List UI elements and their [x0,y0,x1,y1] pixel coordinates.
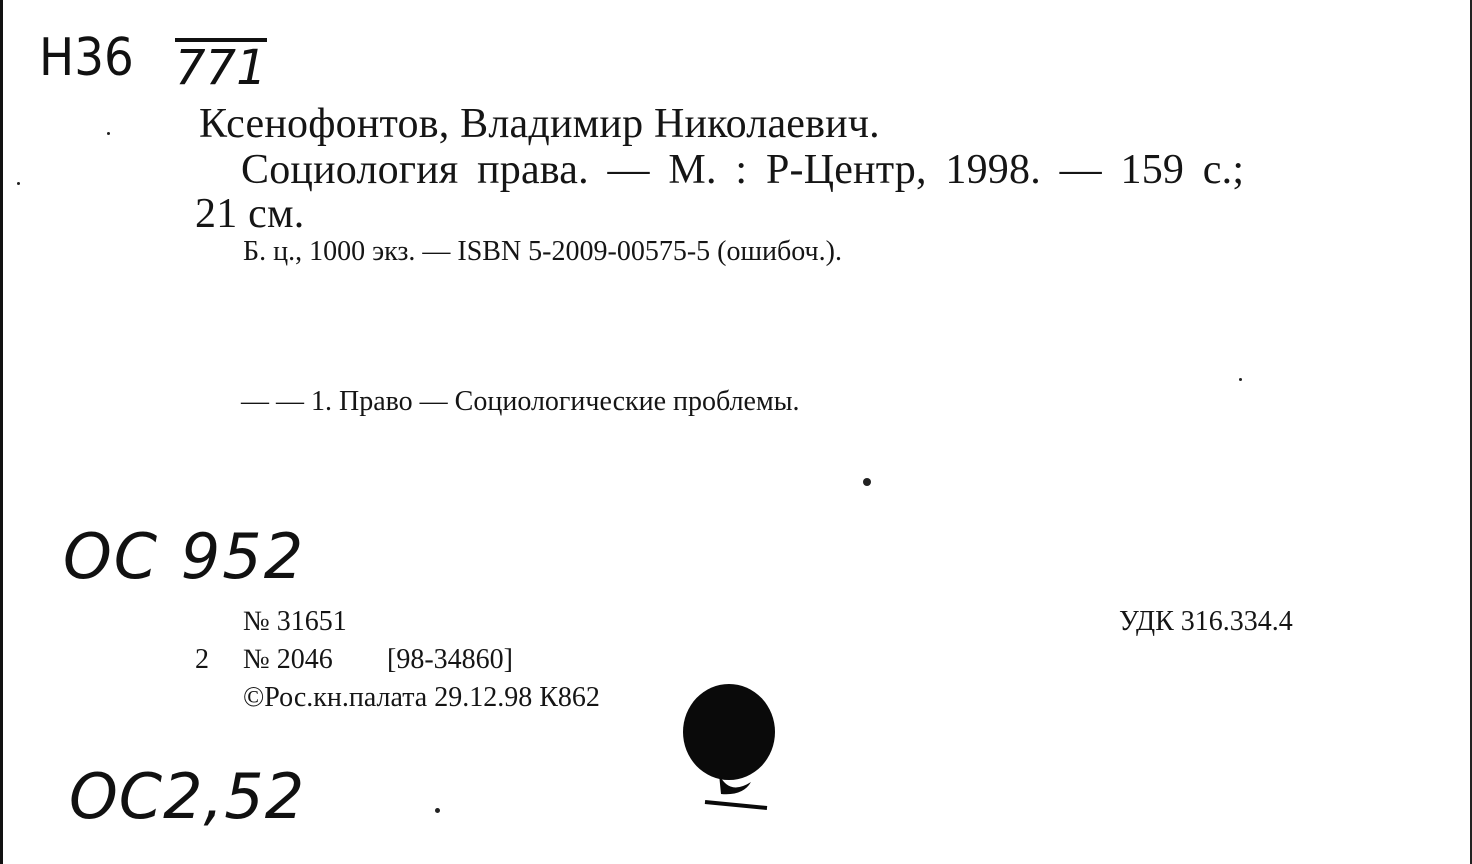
bracket-number: [98-34860] [387,644,513,675]
record-number-2: № 2046 [243,644,333,675]
card-index-number: 2 [195,644,209,675]
handwritten-code: Н36 [39,28,134,88]
author-heading: Ксенофонтов, Владимир Николаевич. [199,101,880,147]
record-number-1: № 31651 [243,606,347,637]
udk-code: УДК 316.334.4 [1119,606,1293,637]
book-chamber-line: ©Рос.кн.палата 29.12.98 К862 [243,682,600,713]
size-line: 21 см. [195,191,305,237]
handwritten-shelf-mark-1: ОС 952 [63,520,306,593]
scan-speck [435,808,440,813]
scan-speck [107,132,110,135]
subject-heading: — — 1. Право — Социологические проблемы. [241,386,800,417]
handwritten-shelf-mark-2: ОС2,52 [69,760,306,833]
title-line: Социология права. — М. : Р-Центр, 1998. — 159 с.; [241,147,1245,193]
scan-speck [1239,378,1242,381]
price-isbn-line: Б. ц., 1000 экз. — ISBN 5-2009-00575-5 (ошибоч.). [243,236,842,267]
scan-speck [863,478,871,486]
punch-hole-icon [681,684,775,810]
scan-speck [17,182,20,185]
handwritten-code-sub: 771 [175,40,267,96]
